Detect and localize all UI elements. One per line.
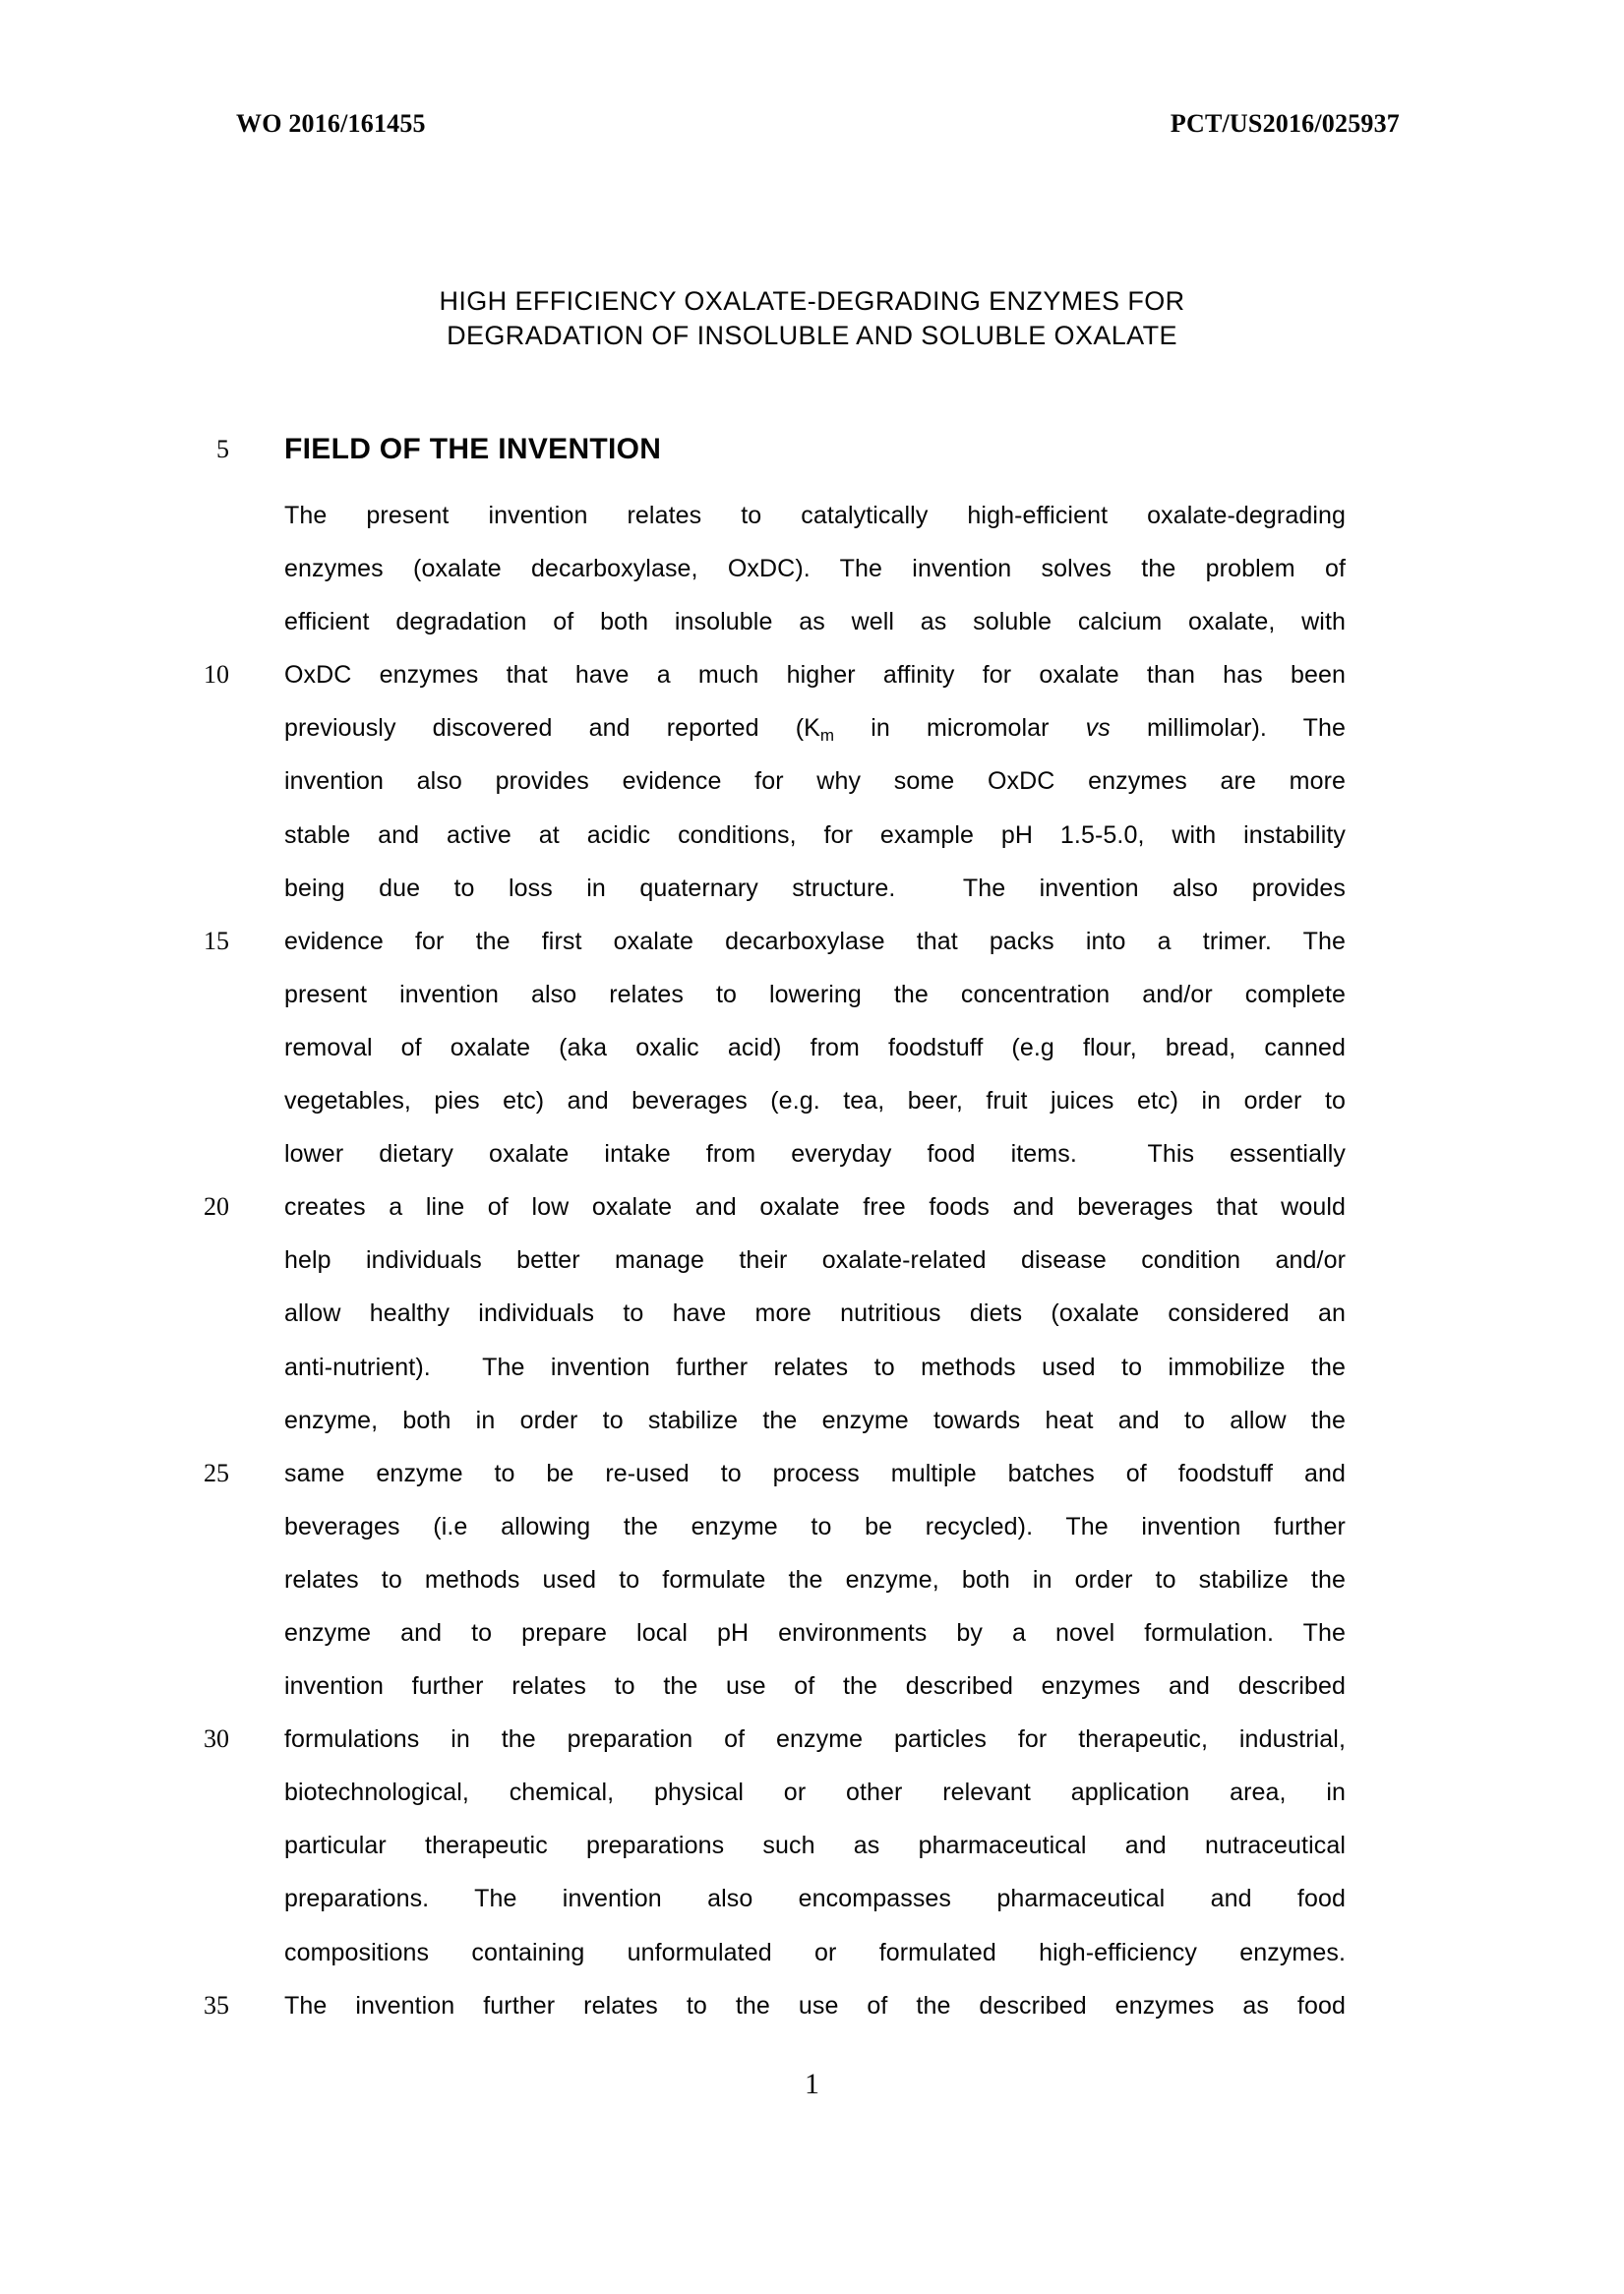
page-number: 1 [805, 2068, 819, 2100]
body-line [204, 1713, 1346, 1766]
document-title-line1: HIGH EFFICIENCY OXALATE-DEGRADING ENZYMES FOR [439, 286, 1185, 316]
body-line [284, 1127, 1346, 1180]
document-title-line2: DEGRADATION OF INSOLUBLE AND SOLUBLE OXALATE [447, 321, 1177, 350]
body-line [284, 542, 1346, 595]
body-line-text: preparations. The invention also encompasses pharmaceutical and food [284, 1885, 1346, 1913]
body-line-text: enzyme and to prepare local pH environments by a novel formulation. The [284, 1618, 1346, 1647]
body-line [284, 595, 1346, 648]
body-line-text: biotechnological, chemical, physical or other relevant application area, in [284, 1779, 1346, 1807]
body-line [204, 1447, 1346, 1500]
body-line [284, 1394, 1346, 1447]
body-line-text: The present invention relates to catalytically high-efficient oxalate-degrading [284, 502, 1346, 529]
body-line [204, 648, 1346, 701]
body-line-text: enzyme, both in order to stabilize the enzyme towards heat and to allow the [284, 1406, 1346, 1434]
body-line-text: particular therapeutic preparations such as pharmaceutical and nutraceutical [284, 1832, 1346, 1860]
body-line-text: stable and active at acidic conditions, for example pH 1.5-5.0, with instability [284, 820, 1346, 849]
body-line [284, 1234, 1346, 1287]
body-line-text: allow healthy individuals to have more nutritious diets (oxalate considered an [284, 1299, 1346, 1328]
body-line-text: lower dietary oxalate intake from everyday food items. This essentially [284, 1140, 1346, 1169]
section-heading-row [216, 423, 1346, 476]
body-line-text: formulations in the preparation of enzyme particles for therapeutic, industrial, [284, 1725, 1346, 1754]
application-number: PCT/US2016/025937 [1170, 109, 1400, 138]
body-line [284, 968, 1346, 1021]
body-line-text: relates to methods used to formulate the enzyme, both in order to stabilize the [284, 1565, 1346, 1594]
body-line-text: same enzyme to be re-used to process multiple batches of foodstuff and [284, 1459, 1346, 1487]
line-number: 20 [204, 1192, 229, 1222]
body-line-text: efficient degradation of both insoluble as well as soluble calcium oxalate, with [284, 608, 1346, 636]
body-line [204, 1180, 1346, 1234]
body-line [284, 1021, 1346, 1074]
body-line-text: removal of oxalate (aka oxalic acid) from foodstuff (e.g flour, bread, canned [284, 1033, 1346, 1061]
body-line [204, 1979, 1346, 2032]
line-number: 5 [216, 435, 229, 463]
body-line [284, 1819, 1346, 1872]
body-line-text: invention further relates to the use of the described enzymes and described [284, 1672, 1346, 1701]
body-line [284, 489, 1346, 542]
document-title [0, 284, 1624, 353]
body-line-text: enzymes (oxalate decarboxylase, OxDC). The invention solves the problem of [284, 555, 1346, 583]
body-line [284, 1926, 1346, 1979]
body-line-text: The invention further relates to the use of the described enzymes as food [284, 1991, 1346, 2020]
line-number: 25 [204, 1458, 229, 1487]
body-line [284, 701, 1346, 755]
body-line-text: being due to loss in quaternary structure. The invention also provides [284, 874, 1346, 902]
body-line-text: previously discovered and reported ($K_m$ in micromolar vs millimolar). The [284, 714, 1346, 746]
body-line [284, 1074, 1346, 1127]
body-line-text: evidence for the first oxalate decarboxylase that packs into a trimer. The [284, 927, 1346, 955]
body-line-text: present invention also relates to lowering the concentration and/or complete [284, 980, 1346, 1008]
body-line-text: compositions containing unformulated or formulated high-efficiency enzymes. [284, 1938, 1346, 1966]
body-line-text: OxDC enzymes that have a much higher affinity for oxalate than has been [284, 661, 1346, 690]
body-line-text: vegetables, pies etc) and beverages (e.g. tea, beer, fruit juices etc) in order to [284, 1087, 1346, 1116]
body-line-text: creates a line of low oxalate and oxalate free foods and beverages that would [284, 1193, 1346, 1222]
publication-number: WO 2016/161455 [236, 109, 426, 138]
body-line [284, 1606, 1346, 1660]
line-number: 15 [204, 926, 229, 955]
body-line [284, 1766, 1346, 1819]
line-number: 35 [204, 1990, 229, 2020]
body-line [284, 1341, 1346, 1394]
body-line [284, 862, 1346, 915]
page-header [236, 110, 1400, 138]
body-line-text: anti-nutrient). The invention further relates to methods used to immobilize the [284, 1353, 1346, 1381]
body-line-text: invention also provides evidence for why some OxDC enzymes are more [284, 767, 1346, 796]
line-number: 30 [204, 1724, 229, 1754]
body-paragraph [204, 489, 1346, 2032]
body-line-text: beverages (i.e allowing the enzyme to be recycled). The invention further [284, 1512, 1346, 1540]
line-number: 10 [204, 660, 229, 690]
body-line [284, 1872, 1346, 1925]
body-line [284, 1500, 1346, 1553]
body-line [284, 755, 1346, 808]
section-heading: FIELD OF THE INVENTION [284, 433, 662, 465]
body-line [204, 915, 1346, 968]
body-line [284, 1553, 1346, 1606]
body-line-text: help individuals better manage their oxalate-related disease condition and/or [284, 1246, 1346, 1275]
body-line [284, 1660, 1346, 1713]
body-line [284, 809, 1346, 862]
body-line [284, 1287, 1346, 1340]
